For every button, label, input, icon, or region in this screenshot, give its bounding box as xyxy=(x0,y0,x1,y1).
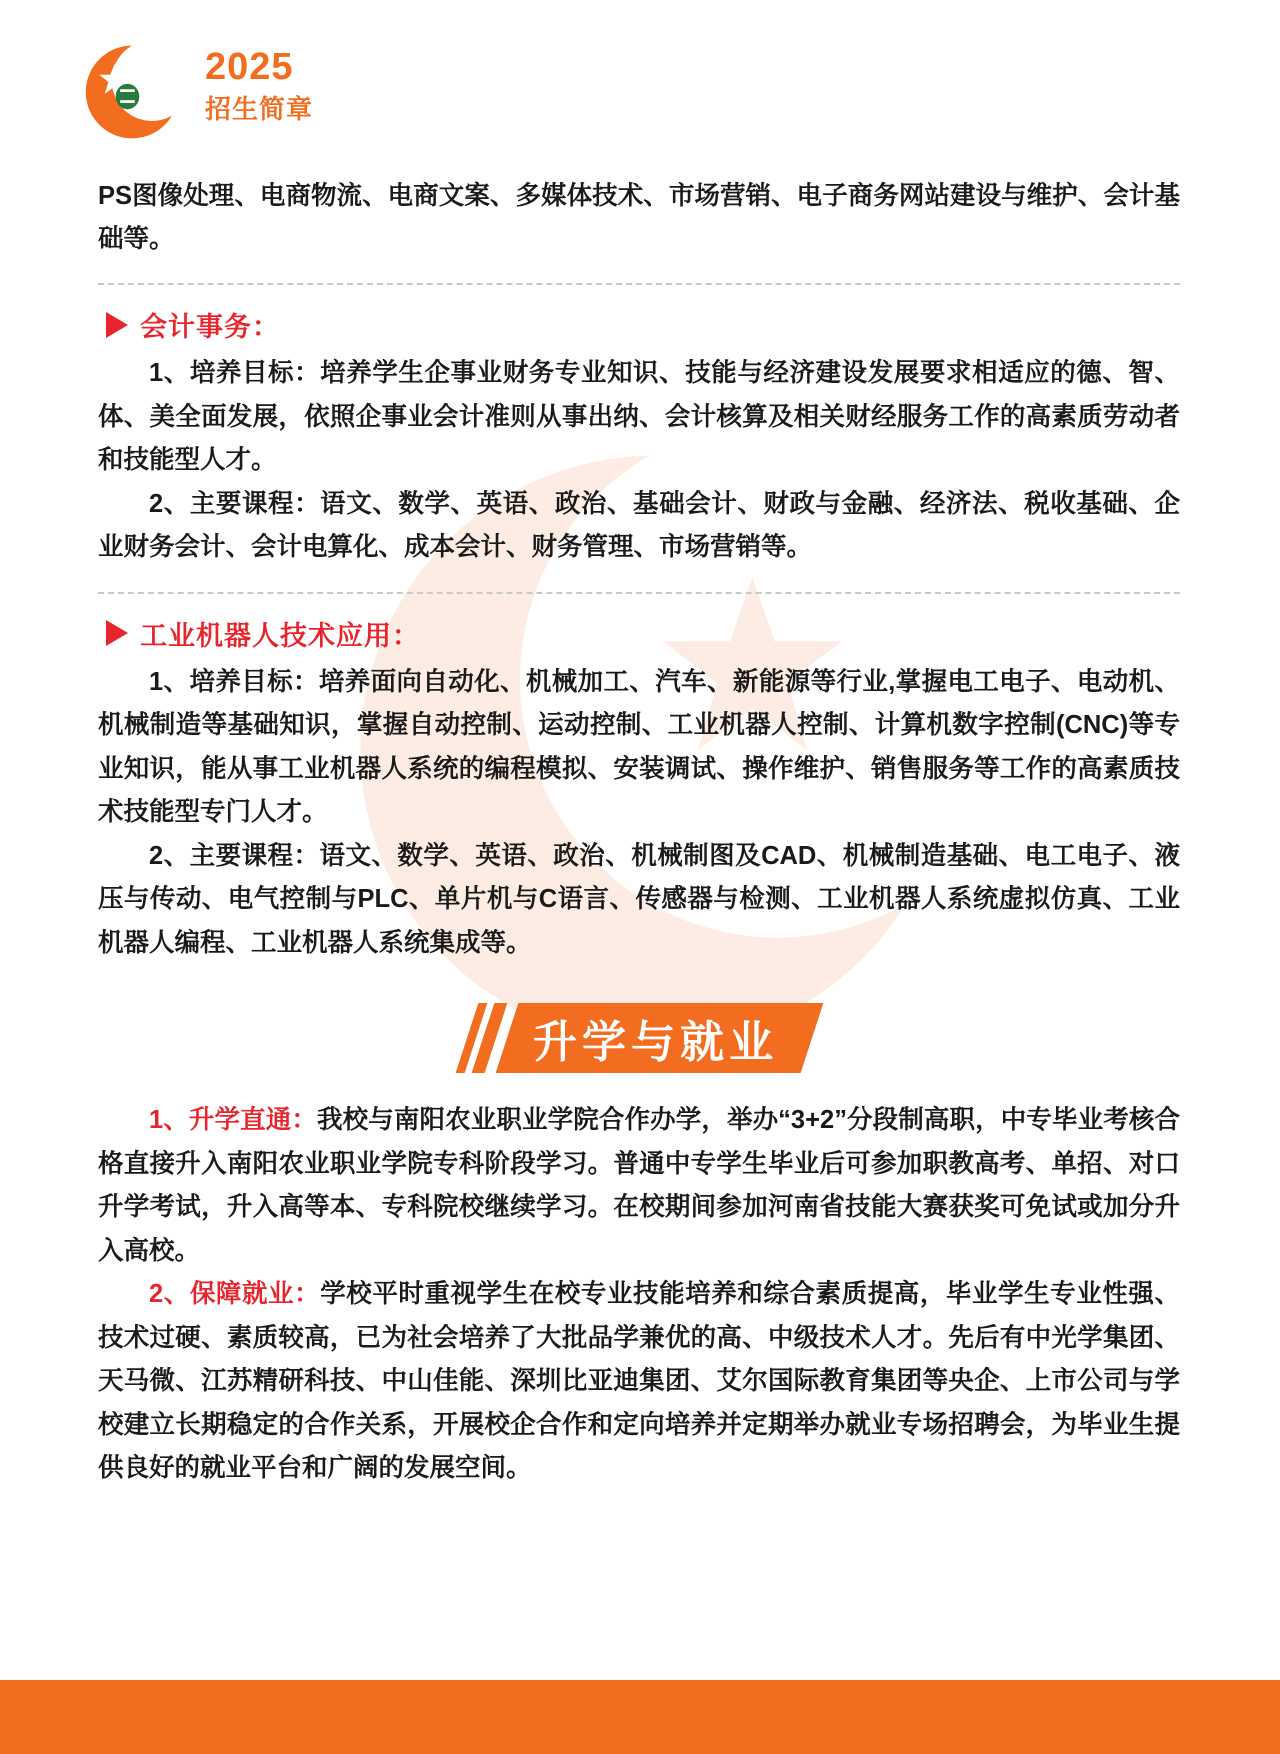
section-paragraph: 2、主要课程：语文、数学、英语、政治、机械制图及CAD、机械制造基础、电工电子、液压与传动、电气控制与PLC、单片机与C语言、传感器与检测、工业机器人系统虚拟仿真、工业机器人编程、工业机器人系统集成等。 xyxy=(98,841,1180,957)
section-paragraph: 1、培养目标：培养面向自动化、机械加工、汽车、新能源等行业,掌握电工电子、电动机、机械制造等基础知识，掌握自动控制、运动控制、工业机器人控制、计算机数字控制(CNC)等专业知识，能从事工业机器人系统的编程模拟、安装调试、操作维护、销售服务等工作的高素质技术技能型专门人才。 xyxy=(98,667,1180,826)
triangle-bullet-icon xyxy=(106,312,128,338)
section-heading xyxy=(98,305,1180,344)
section-accounting xyxy=(98,305,1180,570)
header-year: 2025 xyxy=(205,46,294,88)
page-header xyxy=(0,0,1280,160)
section-title-text: 会计事务： xyxy=(140,312,280,342)
item-employment-guarantee xyxy=(98,1273,1180,1491)
banner-box xyxy=(495,1003,823,1073)
section-heading xyxy=(98,614,1180,653)
section-divider xyxy=(98,283,1180,285)
intro-paragraph: PS图像处理、电商物流、电商文案、多媒体技术、市场营销、电子商务网站建设与维护、会计基础等。 xyxy=(98,182,1180,253)
section-paragraph: 2、主要课程：语文、数学、英语、政治、基础会计、财政与金融、经济法、税收基础、企业财务会计、会计电算化、成本会计、财务管理、市场营销等。 xyxy=(98,489,1180,561)
footer-bar xyxy=(0,1680,1280,1754)
banner-further-education-employment xyxy=(98,995,1180,1081)
item-label: 2、保障就业： xyxy=(149,1280,321,1308)
section-divider xyxy=(98,592,1180,594)
crescent-star-logo-icon xyxy=(82,42,182,142)
section-paragraph: 1、培养目标：培养学生企事业财务专业知识、技能与经济建设发展要求相适应的德、智、体、美全面发展，依照企事业会计准则从事出纳、会计核算及相关财经服务工作的高素质劳动者和技能型人才。 xyxy=(98,359,1180,474)
section-industrial-robotics xyxy=(98,614,1180,966)
item-label: 1、升学直通： xyxy=(149,1106,318,1134)
header-subtitle: 招生简章 xyxy=(205,93,314,124)
triangle-bullet-icon xyxy=(106,620,128,646)
banner-shape xyxy=(467,1003,812,1073)
banner-text: 升学与就业 xyxy=(532,1018,778,1067)
item-text: 学校平时重视学生在校专业技能培养和综合素质提高，毕业学生专业性强、技术过硬、素质较高，已为社会培养了大批品学兼优的高、中级技术人才。先后有中光学集团、天马微、江苏精研科技、中山佳能、深圳比亚迪集团、艾尔国际教育集团等央企、上市公司与学校建立长期稳定的合作关系，开展校企合作和定向培养并定期举办就业专场招聘会，为毕业生提供良好的就业平台和广阔的发展空间。 xyxy=(98,1280,1180,1482)
section-title-text: 工业机器人技术应用： xyxy=(140,620,420,651)
item-further-education xyxy=(98,1099,1180,1273)
document-body xyxy=(98,175,1180,1491)
header-title-block xyxy=(205,46,313,125)
item-text: 我校与南阳农业职业学院合作办学，举办“3+2”分段制高职，中专毕业考核合格直接升入南阳农业职业学院专科阶段学习。普通中专学生毕业后可参加职教高考、单招、对口升学考试，升入高等本、专科院校继续学习。在校期间参加河南省技能大赛获奖可免试或加分升入高校。 xyxy=(98,1106,1180,1265)
